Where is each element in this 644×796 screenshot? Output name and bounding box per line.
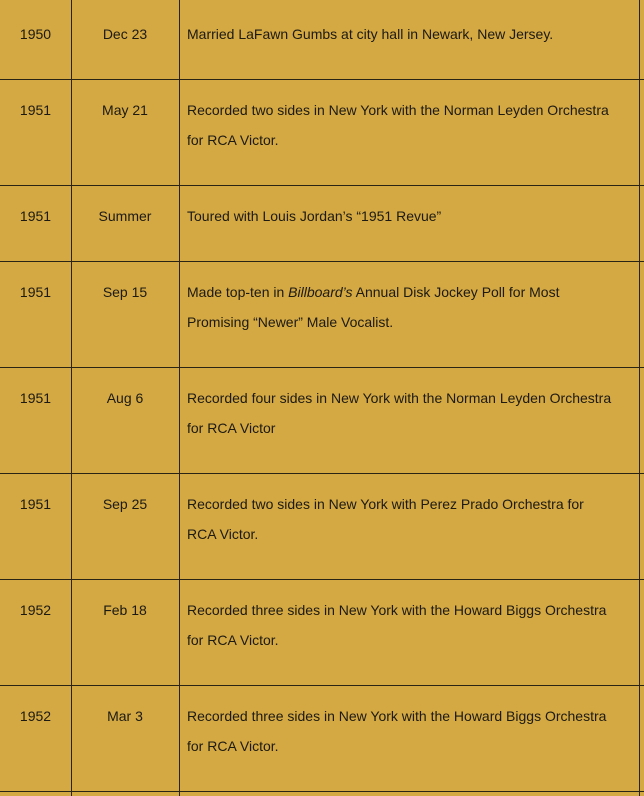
row-divider (0, 579, 644, 580)
date-cell: Aug 6 (106, 390, 144, 406)
event-cell (187, 701, 635, 761)
date-cell: May 21 (102, 102, 148, 118)
date-cell: Feb 18 (103, 602, 147, 618)
date-cell: Sep 25 (102, 496, 148, 512)
event-line (187, 277, 635, 307)
date-cell: Mar 3 (107, 708, 143, 724)
year-cell: 1951 (19, 102, 52, 118)
row-divider (0, 367, 644, 368)
year-cell: 1950 (19, 26, 52, 42)
event-line: for RCA Victor (187, 420, 276, 436)
year-cell: 1952 (19, 708, 52, 724)
column-divider-date (179, 0, 180, 796)
event-cell (187, 95, 635, 155)
event-line: Recorded three sides in New York with the Howard Biggs Orchestra (187, 602, 607, 618)
year-cell: 1951 (19, 496, 52, 512)
row-divider (0, 185, 644, 186)
date-cell: Dec 23 (102, 26, 148, 42)
year-cell: 1952 (19, 602, 52, 618)
event-line: RCA Victor. (187, 526, 259, 542)
column-divider-right (639, 0, 640, 796)
event-line: for RCA Victor. (187, 632, 279, 648)
event-line: Toured with Louis Jordan’s “1951 Revue” (187, 208, 442, 224)
event-cell (187, 19, 635, 49)
event-line: Recorded two sides in New York with Perez Prado Orchestra for (187, 496, 584, 512)
event-line: for RCA Victor. (187, 132, 279, 148)
event-cell (187, 595, 635, 655)
date-cell: Summer (98, 208, 152, 224)
event-line: for RCA Victor. (187, 738, 279, 754)
event-cell (187, 277, 635, 337)
event-text: Annual Disk Jockey Poll for Most (352, 284, 560, 300)
row-divider (0, 79, 644, 80)
row-divider (0, 261, 644, 262)
event-cell (187, 383, 635, 443)
event-line: Married LaFawn Gumbs at city hall in Newark, New Jersey. (187, 26, 554, 42)
event-line: Recorded three sides in New York with the Howard Biggs Orchestra (187, 708, 607, 724)
event-line: Promising “Newer” Male Vocalist. (187, 314, 394, 330)
year-cell: 1951 (19, 390, 52, 406)
event-line: Recorded two sides in New York with the Norman Leyden Orchestra (187, 102, 609, 118)
event-line: Recorded four sides in New York with the Norman Leyden Orchestra (187, 390, 612, 406)
row-divider (0, 791, 644, 792)
year-cell: 1951 (19, 208, 52, 224)
event-cell (187, 201, 635, 231)
date-cell: Sep 15 (102, 284, 148, 300)
row-divider (0, 685, 644, 686)
event-cell (187, 489, 635, 549)
year-cell: 1951 (19, 284, 52, 300)
row-divider (0, 473, 644, 474)
event-text: Made top-ten in (187, 284, 289, 300)
publication-title: Billboard’s (288, 284, 353, 300)
